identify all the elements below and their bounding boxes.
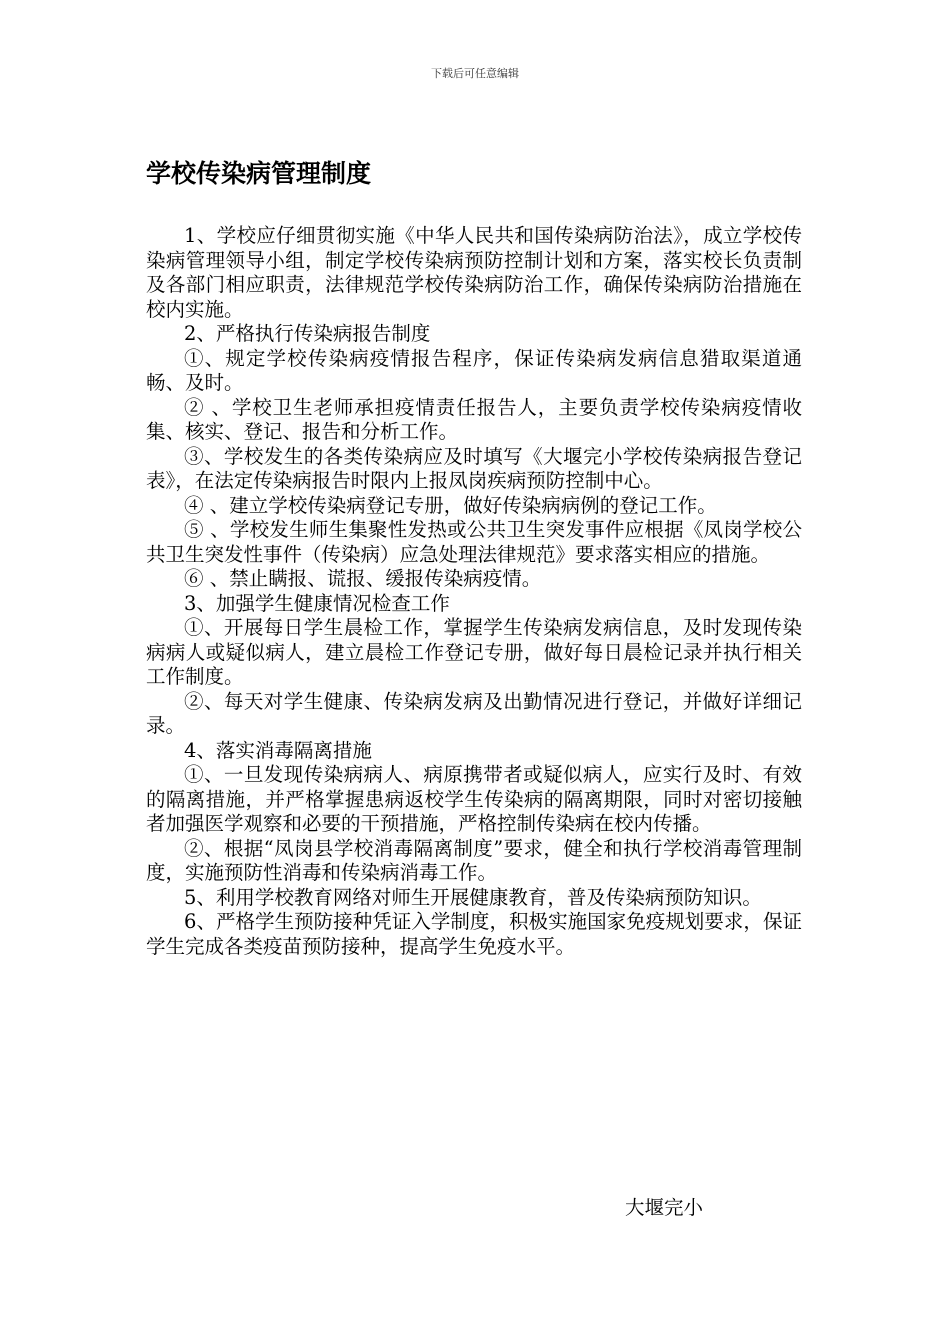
paragraph-1: 1、学校应仔细贯彻实施《中华人民共和国传染病防治法》，成立学校传染病管理领导小组，制定学校传染病预防控制计划和方案，落实校长负责制及各部门相应职责，法律规范学校传染病防治工作，确保传染病防治措施在校内实施。 — [146, 224, 802, 321]
paragraph-5: ③、学校发生的各类传染病应及时填写《大堰完小学校传染病报告登记表》，在法定传染病报告时限内上报凤岗疾病预防控制中心。 — [146, 444, 802, 492]
paragraph-7: ⑤ 、学校发生师生集聚性发热或公共卫生突发事件应根据《凤岗学校公共卫生突发性事件（传染病）应急处理法律规范》要求落实相应的措施。 — [146, 518, 802, 566]
paragraph-12: 4、落实消毒隔离措施 — [184, 738, 372, 762]
signature: 大堰完小 — [625, 1196, 704, 1219]
paragraph-11: ②、每天对学生健康、传染病发病及出勤情况进行登记，并做好详细记录。 — [146, 689, 802, 737]
paragraph-6: ④ 、建立学校传染病登记专册，做好传染病病例的登记工作。 — [184, 493, 717, 517]
paragraph-2: 2、严格执行传染病报告制度 — [184, 322, 431, 345]
document-title: 学校传染病管理制度 — [146, 159, 372, 188]
paragraph-3: ①、规定学校传染病疫情报告程序，保证传染病发病信息猎取渠道通畅、及时。 — [146, 346, 802, 394]
paragraph-13: ①、一旦发现传染病病人、病原携带者或疑似病人，应实行及时、有效的隔离措施，并严格掌握患病返校学生传染病的隔离期限，同时对密切接触者加强医学观察和必要的干预措施，严格控制传染病在校内传播。 — [146, 763, 802, 835]
paragraph-4: ② 、学校卫生老师承担疫情责任报告人，主要负责学校传染病疫情收集、核实、登记、报告和分析工作。 — [146, 395, 802, 443]
paragraph-15: 5、利用学校教育网络对师生开展健康教育，普及传染病预防知识。 — [184, 885, 762, 909]
paragraph-10: ①、开展每日学生晨检工作，掌握学生传染病发病信息，及时发现传染病病人或疑似病人，建立晨检工作登记专册，做好每日晨检记录并执行相关工作制度。 — [146, 616, 802, 688]
document-body — [146, 224, 802, 959]
paragraph-8: ⑥ 、禁止瞒报、谎报、缓报传染病疫情。 — [184, 567, 542, 590]
paragraph-16: 6、严格学生预防接种凭证入学制度，积极实施国家免疫规划要求，保证学生完成各类疫苗预防接种，提高学生免疫水平。 — [146, 910, 802, 958]
paragraph-14: ②、根据“凤岗县学校消毒隔离制度”要求，健全和执行学校消毒管理制度，实施预防性消毒和传染病消毒工作。 — [146, 836, 802, 884]
paragraph-9: 3、加强学生健康情况检查工作 — [184, 591, 450, 615]
page-header-note: 下载后可任意编辑 — [431, 67, 519, 80]
